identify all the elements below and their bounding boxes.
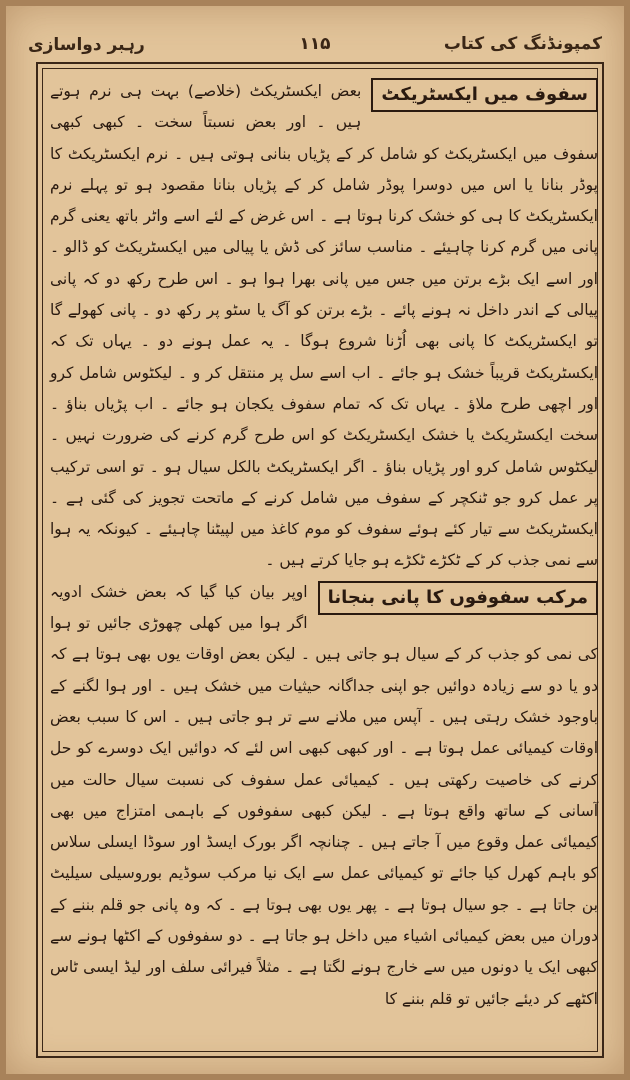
page-body (50, 76, 598, 1015)
section-heading-extracts-in-powders: سفوف میں ایکسٹریکٹ (371, 78, 598, 112)
section-heading-liquefaction-of-powders: مرکب سفوفوں کا پانی بنجانا (318, 581, 598, 615)
section-1 (50, 76, 598, 577)
running-author: رہبر دواسازی (28, 35, 145, 55)
book-title: کمپونڈنگ کی کتاب (443, 34, 602, 54)
section-1-text: بعض ایکسٹریکٹ (خلاصے) بہت ہی نرم ہوتے ہیں ۔ اور بعض نسبتاً سخت ۔ کبھی کبھی سفوف میں ایکسٹریکٹ کو شامل کر کے پڑیاں بنانی ہوتی ہیں ۔ نرم ایکسٹریکٹ کا پوڈر بنانا یا اس میں دوسرا پوڈر شامل کر کے پڑیاں بنانا مقصود ہو تو پہلے نرم ایکسٹریکٹ کا ہی کو خشک کرنا ہوتا ہے ۔ اس غرض کے لئے اسے واٹر باتھ یعنی گرم پانی میں گرم کرنا چاہیئے ۔ مناسب سائز کی ڈش یا پیالی میں ایکسٹریکٹ کو ڈالو ۔ اور اسے ایک بڑے برتن میں جس میں پانی بھرا ہوا ہو ۔ اس طرح رکھ دو کہ پانی پیالی کے اندر داخل نہ ہونے پائے ۔ بڑے برتن کو آگ یا سٹو پر رکھ دو ۔ پانی کھولے گا تو ایکسٹریکٹ کا پانی بھی اُڑنا شروع ہوگا ۔ یہ عمل ہونے دو ۔ یہاں تک کہ ایکسٹریکٹ قریباً خشک ہو جائے ۔ اب اسے سل پر منتقل کر و ۔ لیکٹوس شامل کرو اور اچھی طرح ملاؤ ۔ یہاں تک کہ تمام سفوف یکجان ہو جائے ۔ اب پڑیاں بناؤ ۔ سخت ایکسٹریکٹ یا خشک ایکسٹریکٹ کو اس طرح گرم کرنے کی ضرورت نہیں ۔ لیکٹوس شامل کرو اور پڑیاں بناؤ ۔ اگر ایکسٹریکٹ بالکل سیال ہو ۔ تو اسی ترکیب پر عمل کرو جو ٹنکچر کے سفوف میں شامل کرنے کے ماتحت تجویز کی گئی ہے ۔ ایکسٹریکٹ سے تیار کئے ہوئے سفوف کو موم کاغذ میں لپیٹنا چاہیئے ۔ کیونکہ یہ ہوا سے نمی جذب کر کے ٹکڑے ٹکڑے ہو جایا کرتے ہیں ۔ (50, 82, 598, 570)
section-2-text: اوپر بیان کیا گیا کہ بعض خشک ادویہ اگر ہوا میں کھلی چھوڑی جائیں تو ہوا کی نمی کو جذب کر کے سیال ہو جاتی ہیں ۔ لیکن بعض اوقات یوں بھی ہوتا ہے کہ دو یا دو سے زیادہ دوائیں جو اپنی جداگانہ حیثیات میں خشک ہیں ۔ اور ہوا لگنے کے باوجود خشک رہتی ہیں ۔ آپس میں ملانے سے تر ہو جاتی ہیں ۔ اس کا سبب بعض اوقات کیمیائی عمل ہوتا ہے ۔ اور کبھی کبھی اس لئے کہ دوائیں ایک دوسرے کو حل کرنے کی خاصیت رکھتی ہیں ۔ کیمیائی عمل سفوف کی نسبت سیال حالت میں آسانی کے ساتھ واقع ہوتا ہے ۔ لیکن کبھی سفوفوں کے باہمی امتزاج میں بھی کیمیائی عمل وقوع میں آ جاتے ہیں ۔ چنانچہ اگر بورک ایسڈ اور سوڈا ایسلی سلاس کو باہم کھرل کیا جائے تو کیمیائی عمل سے ایک نیا مرکب سوڈیم بوروسیلی سیلیٹ بن جاتا ہے ۔ جو سیال ہوتا ہے ۔ پھر یوں بھی ہوتا ہے ۔ کہ وہ پانی جو قلم بننے کے دوران میں بعض کیمیائی اشیاء میں داخل ہو جاتا ہے ۔ دو سفوفوں کے اکٹھا ہونے سے کبھی ایک یا دونوں میں سے خارج ہونے لگتا ہے ۔ مثلاً فیرائی سلف اور لیڈ ایسی ٹاس اکٹھے کر دیئے جائیں تو قلم بننے کا (50, 582, 598, 1008)
section-2 (50, 577, 598, 1015)
page-number: ۱۱۵ (299, 34, 331, 54)
